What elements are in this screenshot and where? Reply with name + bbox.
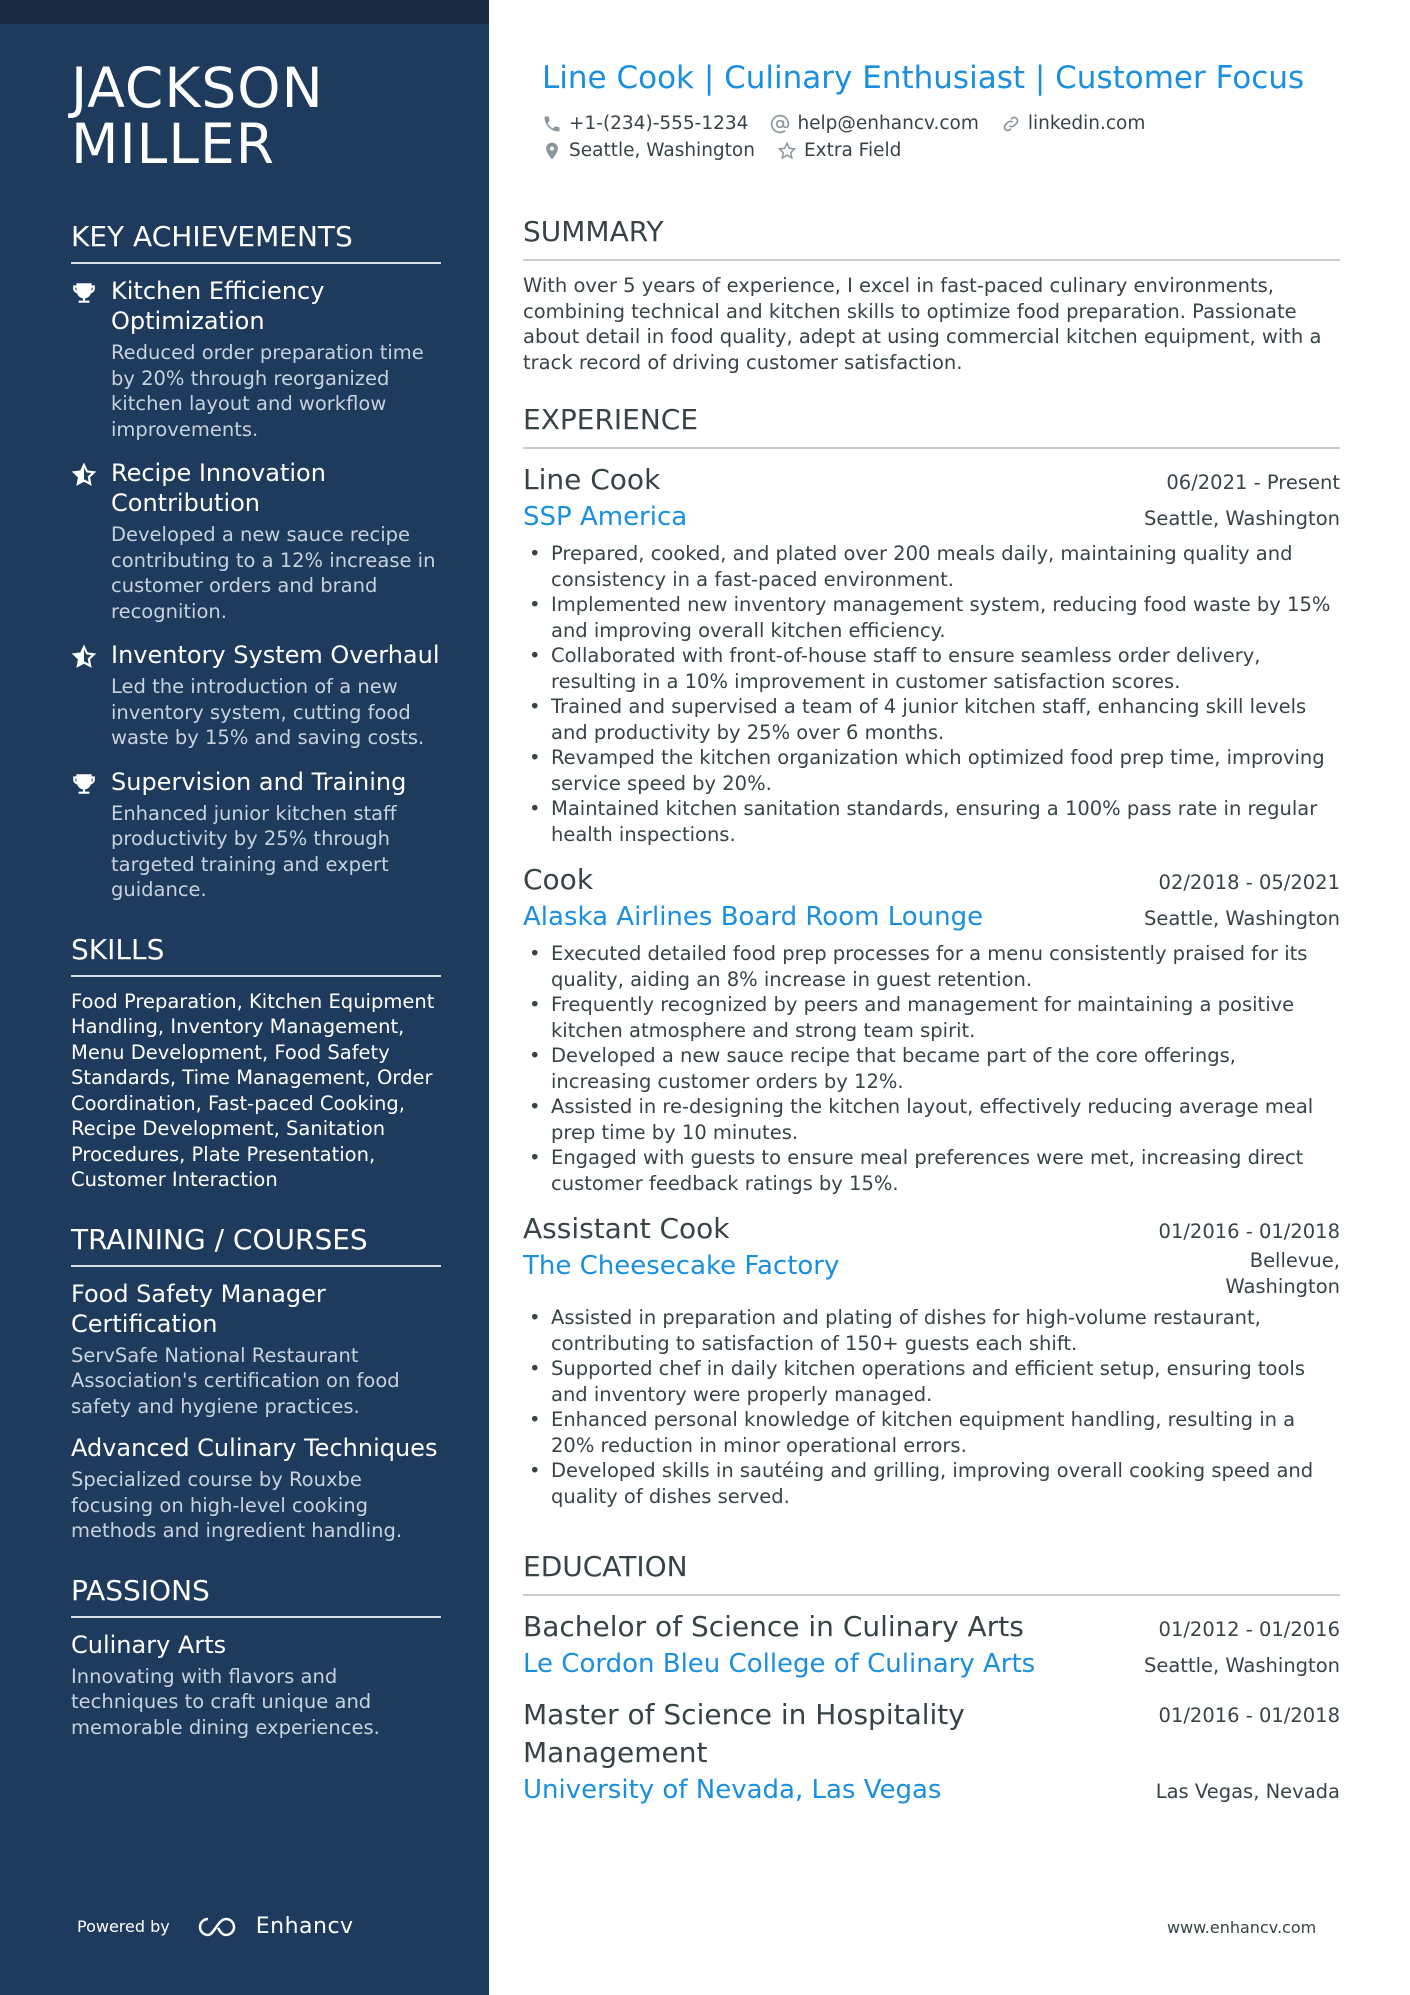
email-text: help@enhancv.com [797,113,979,134]
summary-section [523,215,1340,375]
job-bullet: • Maintained kitchen sanitation standards, ensuring a 100% pass rate in regular health inspections. [523,796,1340,847]
job-bullet: • Frequently recognized by peers and management for maintaining a positive kitchen atmosphere and strong team spirit. [523,992,1340,1043]
job-bullet: • Collaborated with front-of-house staff to ensure seamless order delivery, resulting in a 10% improvement in customer satisfaction scores. [523,643,1340,694]
job-dates: 06/2021 - Present [1166,471,1340,494]
education-title: EDUCATION [523,1550,1340,1596]
sidebar-top-bar [0,0,489,24]
skills-title: SKILLS [71,933,441,977]
trophy-icon [71,280,97,306]
achievement-title: Supervision and Training [111,767,407,796]
contact-linkedin[interactable] [1001,113,1145,134]
key-achievements-section [71,220,441,903]
job-bullets [523,941,1340,1196]
job-bullet: • Assisted in preparation and plating of dishes for high-volume restaurant, contributing to satisfaction of 150+ guests each shift. [523,1305,1340,1356]
trophy-icon [71,771,97,797]
location-text: Seattle, Washington [569,140,755,161]
achievement-desc: Reduced order preparation time by 20% through reorganized kitchen layout and workflow improvements. [111,341,424,441]
job-entry [523,461,1340,847]
location-pin-icon [542,141,562,161]
achievement-desc: Enhanced junior kitchen staff productivity by 25% through targeted training and expert guidance. [111,801,397,901]
school-location: Seattle, Washington [1143,1654,1340,1677]
skills-section [71,933,441,1193]
sidebar [0,0,489,1995]
job-bullet: • Enhanced personal knowledge of kitchen equipment handling, resulting in a 20% reduction in minor operational errors. [523,1407,1340,1458]
school-location: Las Vegas, Nevada [1155,1780,1340,1803]
course-desc: Specialized course by Rouxbe focusing on high-level cooking methods and ingredient handling. [71,1468,403,1542]
job-bullet: • Executed detailed food prep processes for a menu consistently praised for its quality, aiding an 8% increase in guest retention. [523,941,1340,992]
degree-title: Bachelor of Science in Culinary Arts [523,1610,1024,1643]
candidate-name [71,56,441,176]
job-location: Seattle, Washington [1143,907,1340,930]
job-location-line: Washington [1225,1274,1340,1298]
job-dates: 02/2018 - 05/2021 [1158,871,1340,894]
course-item [71,1433,441,1544]
job-bullet: • Assisted in re-designing the kitchen layout, effectively reducing average meal prep time by 10 minutes. [523,1094,1340,1145]
job-location-line: Bellevue, [1249,1249,1340,1272]
education-section [523,1550,1340,1822]
link-icon [1001,114,1021,134]
job-bullet: • Engaged with guests to ensure meal preferences were met, increasing direct customer feedback ratings by 15%. [523,1145,1340,1196]
contact-location [542,140,755,161]
job-bullet: • Developed skills in sautéing and grilling, improving overall cooking speed and quality of dishes served. [523,1458,1340,1509]
job-bullet: • Revamped the kitchen organization which optimized food prep time, improving service speed by 20%. [523,745,1340,796]
passions-section [71,1574,441,1741]
name-first: JACKSON [71,56,324,120]
course-title: Advanced Culinary Techniques [71,1434,438,1462]
achievement-item [71,276,441,442]
headline: Line Cook | Culinary Enthusiast | Customer Focus [542,60,1305,96]
linkedin-text: linkedin.com [1027,113,1146,134]
passion-title: Culinary Arts [71,1630,227,1659]
course-item [71,1279,441,1420]
star-half-icon [71,462,97,488]
job-bullet: • Prepared, cooked, and plated over 200 meals daily, maintaining quality and consistency in a fast-paced environment. [523,541,1340,592]
job-bullet: • Trained and supervised a team of 4 junior kitchen staff, enhancing skill levels and productivity by 25% over 6 months. [523,694,1340,745]
job-entry [523,861,1340,1196]
training-section [71,1223,441,1544]
experience-section [523,403,1340,1523]
achievement-title: Kitchen Efficiency Optimization [111,277,325,335]
job-title: Cook [523,863,594,896]
contact-row-2 [542,140,923,161]
achievement-title: Inventory System Overhaul [111,641,440,669]
job-company: SSP America [523,502,688,532]
degree-title [523,1696,965,1772]
job-dates: 01/2016 - 01/2018 [1158,1220,1340,1243]
name-last: MILLER [71,112,275,176]
job-bullets [523,541,1340,847]
passions-title: PASSIONS [71,1574,441,1618]
achievement-desc: Developed a new sauce recipe contributing to a 12% increase in customer orders and brand recognition. [111,523,436,623]
passion-item [71,1630,441,1741]
job-location: Seattle, Washington [1143,507,1340,530]
powered-by-label: Powered by [77,1917,170,1936]
education-dates: 01/2016 - 01/2018 [1158,1704,1340,1727]
contact-phone[interactable] [542,113,748,134]
summary-title: SUMMARY [523,215,1340,261]
degree-title-line: Management [523,1736,708,1769]
job-title: Assistant Cook [523,1212,730,1245]
phone-text: +1-(234)-555-1234 [569,113,749,134]
powered-by [77,1914,354,1939]
achievement-desc: Led the introduction of a new inventory system, cutting food waste by 15% and saving costs. [111,675,425,749]
job-bullet: • Implemented new inventory management system, reducing food waste by 15% and improving overall kitchen efficiency. [523,592,1340,643]
achievement-item [71,458,441,624]
enhancv-logo-icon [196,1915,242,1939]
star-icon [777,141,797,161]
achievement-item [71,640,441,751]
extra-field-text: Extra Field [803,140,902,161]
skills-list: Food Preparation, Kitchen Equipment Handling, Inventory Management, Menu Development, Food Safety Standards, Time Management, Order Coordination, Fast-paced Cooking, Recipe Development, Sanitation Procedures, Plate Presentation, Customer Interaction [71,989,435,1191]
contact-row-1 [542,113,1167,134]
job-company: Alaska Airlines Board Room Lounge [523,902,984,932]
at-icon [770,114,790,134]
enhancv-brand: Enhancv [255,1914,354,1939]
job-bullet: • Developed a new sauce recipe that became part of the core offerings, increasing customer orders by 12%. [523,1043,1340,1094]
job-location [1225,1248,1340,1299]
contact-email[interactable] [770,113,978,134]
achievement-title: Recipe Innovation Contribution [111,459,326,517]
key-achievements-title: KEY ACHIEVEMENTS [71,220,441,264]
job-bullets [523,1305,1340,1509]
degree-title-line: Master of Science in Hospitality [523,1698,965,1731]
star-half-icon [71,644,97,670]
course-desc: ServSafe National Restaurant Association's certification on food safety and hygiene practices. [71,1343,400,1418]
school-name: University of Nevada, Las Vegas [523,1775,942,1805]
job-title: Line Cook [523,463,661,496]
achievement-item [71,767,441,903]
training-title: TRAINING / COURSES [71,1223,441,1267]
experience-title: EXPERIENCE [523,403,1340,449]
phone-icon [542,114,562,134]
education-entry [523,1608,1340,1682]
job-bullet: • Supported chef in daily kitchen operations and efficient setup, ensuring tools and inventory were properly managed. [523,1356,1340,1407]
job-company: The Cheesecake Factory [523,1251,840,1281]
footer-url[interactable]: www.enhancv.com [1167,1918,1317,1937]
course-title: Food Safety Manager Certification [71,1279,326,1338]
school-name: Le Cordon Bleu College of Culinary Arts [523,1649,1036,1679]
education-entry [523,1696,1340,1808]
education-dates: 01/2012 - 01/2016 [1158,1618,1340,1641]
summary-text: With over 5 years of experience, I excel in fast-paced culinary environments, combining technical and kitchen skills to optimize food preparation. Passionate about detail in food quality, adept at using commercial kitchen equipment, with a track record of driving customer satisfaction. [523,274,1322,374]
contact-extra [777,140,901,161]
job-entry [523,1210,1340,1509]
passion-desc: Innovating with flavors and techniques to craft unique and memorable dining experiences. [71,1664,380,1739]
